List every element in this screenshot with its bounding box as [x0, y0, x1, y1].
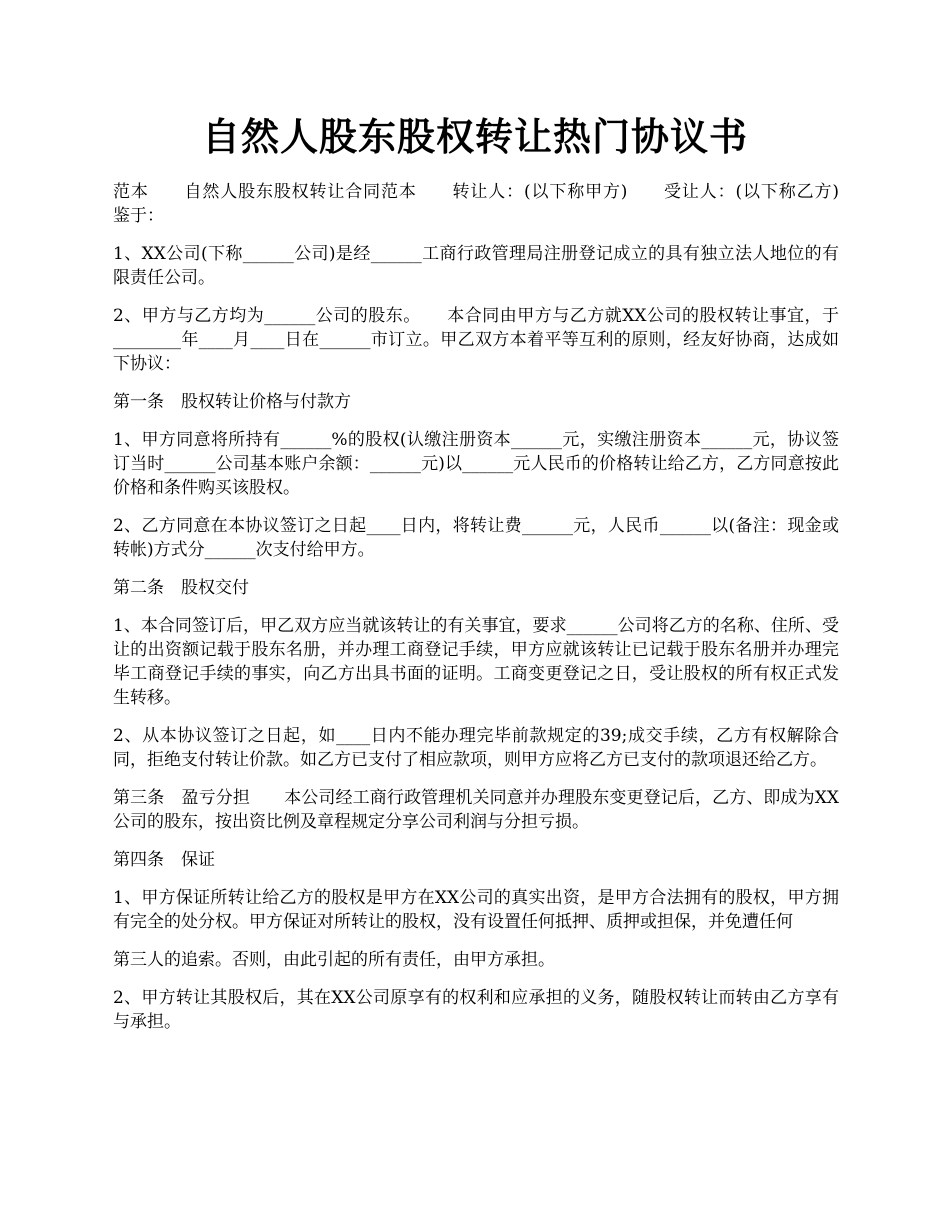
article-4-heading: 第四条 保证	[113, 850, 215, 870]
document-title: 自然人股东股权转让热门协议书	[201, 114, 748, 159]
article-4-clause-1-continued: 第三人的追索。否则，由此引起的所有责任，由甲方承担。	[113, 950, 555, 970]
document-body	[113, 180, 873, 1048]
paragraph-recital-2: 2、甲方与乙方均为______公司的股东。 本合同由甲方与乙方就XX公司的股权转让事宜，于________年____月____日在______市订立。甲乙双方本着平等互利的原则，经友好协商，达成如下协议：	[113, 306, 839, 374]
article-2-heading: 第二条 股权交付	[113, 578, 249, 598]
article-1-clause-2: 2、乙方同意在本协议签订之日起____日内，将转让费______元，人民币______以(备注：现金或转帐)方式分______次支付给甲方。	[113, 516, 839, 560]
article-4-clause-1: 1、甲方保证所转让给乙方的股权是甲方在XX公司的真实出资，是甲方合法拥有的股权，甲方拥有完全的处分权。甲方保证对所转让的股权，没有设置任何抵押、质押或担保，并免遭任何	[113, 888, 839, 932]
article-1-heading: 第一条 股权转让价格与付款方	[113, 392, 351, 412]
paragraph-recital-1: 1、XX公司(下称______公司)是经______工商行政管理局注册登记成立的具有独立法人地位的有限责任公司。	[113, 244, 839, 288]
article-4-clause-2: 2、甲方转让其股权后，其在XX公司原享有的权利和应承担的义务，随股权转让而转由乙方享有与承担。	[113, 988, 839, 1032]
article-3: 第三条 盈亏分担 本公司经工商行政管理机关同意并办理股东变更登记后，乙方、即成为XX公司的股东，按出资比例及章程规定分享公司利润与分担亏损。	[113, 788, 839, 832]
article-1-clause-1: 1、甲方同意将所持有______%的股权(认缴注册资本______元，实缴注册资本______元，协议签订当时______公司基本账户余额：______元)以______元人民币的价格转让给乙方，乙方同意按此价格和条件购买该股权。	[113, 430, 839, 498]
article-2-clause-1: 1、本合同签订后，甲乙双方应当就该转让的有关事宜，要求______公司将乙方的名称、住所、受让的出资额记载于股东名册，并办理工商登记手续，甲方应就该转让已记载于股东名册并办理完毕工商登记手续的事实，向乙方出具书面的证明。工商变更登记之日，受让股权的所有权正式发生转移。	[113, 616, 839, 708]
paragraph-preamble: 范本 自然人股东股权转让合同范本 转让人：(以下称甲方) 受让人：(以下称乙方) 鉴于：	[113, 182, 873, 226]
article-2-clause-2: 2、从本协议签订之日起，如____日内不能办理完毕前款规定的39;成交手续，乙方有权解除合同，拒绝支付转让价款。如乙方已支付了相应款项，则甲方应将乙方已支付的款项退还给乙方。	[113, 726, 839, 770]
